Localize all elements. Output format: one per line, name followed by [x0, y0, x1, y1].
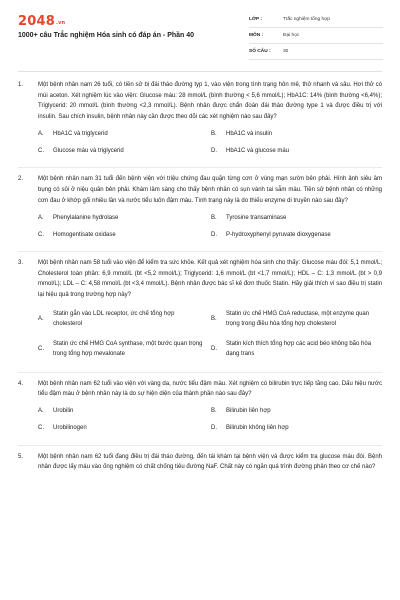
option-letter: B.	[211, 315, 217, 322]
answer-options	[38, 305, 382, 365]
answer-options	[38, 126, 382, 160]
answer-option-a[interactable]	[38, 305, 209, 335]
option-letter: A.	[38, 131, 44, 138]
answer-option-d[interactable]	[211, 421, 382, 438]
option-text: Homogentisate oxidase	[53, 231, 116, 238]
answer-option-b[interactable]	[211, 210, 382, 227]
question-item	[18, 379, 382, 438]
option-letter: D.	[211, 425, 217, 432]
option-letter: D.	[211, 345, 217, 352]
logo-suffix: .vn	[55, 20, 66, 26]
question-number: 2.	[18, 176, 24, 183]
option-text: Bilirubin liên hợp	[226, 408, 271, 415]
answer-options	[38, 404, 382, 438]
answer-option-a[interactable]	[38, 404, 209, 421]
option-text: Tyrosine transaminase	[226, 214, 287, 221]
option-letter: C.	[38, 148, 44, 155]
question-text: Một bệnh nhân nam 58 tuổi vào viện để kiểm tra sức khỏe. Kết quả xét nghiệm hóa sinh cho thấy: Glucose máu đói: 5,1 mmol/L; Cholesterol toàn phần: 6,9 mmol/L (bt <5,2 mmol/L); Triglycerid: 1,6 mmol/L (bt <1,7 mmol/L); HDL – C: 1,3 mmol/L (bt > 0,9 mmol/L); LDL – C: 4,58 mmol/L (bt <3,4 mmol/L). Bệnh nhân được bác sĩ kê đơn thuốc Statin. Hãy giải thích vì sao điều trị statin lại hiệu quả trong trường hợp này?	[38, 260, 382, 298]
question-text: Một bệnh nhân nam 26 tuổi, có tiền sử bị đái tháo đường typ 1, vào viện trong tình trạng hôn mê, thở nhanh và sâu. Hơi thở có mùi aceton. Xét nghiệm lúc vào viện: Glucose máu: 28 mmol/L (bình thường < 5,6 mmol/L); HbA1C: 14% (bình thường <6,4%); Triglycerid: 20 mmol/L (bình thường <2,3 mmol/L). Bệnh nhân được chẩn đoán đái tháo đường type 1 và được điều trị với insulin. Sau chích insulin, bệnh nhân này cần được theo dõi các xét nghiệm nào sau đây?	[38, 82, 382, 120]
option-letter: C.	[38, 345, 44, 352]
answer-option-b[interactable]	[211, 126, 382, 143]
meta-row-count	[249, 44, 383, 60]
option-text: Statin gắn vào LDL receptor, ức chế tổng hợp cholesterol	[53, 311, 175, 327]
answer-option-b[interactable]	[211, 404, 382, 421]
option-letter: D.	[211, 231, 217, 238]
answer-option-c[interactable]	[38, 335, 209, 365]
option-text: HbA1C và glucose máu	[226, 148, 290, 155]
question-text: Một bệnh nhân nam 62 tuổi đang điều trị đái tháo đường, đến tái khám tại bệnh viện và được kiểm tra glucose máu đói. Bệnh nhân được lấy máu vào ống nghiệm có chất chống tiêu đường NaF. Chất này có ngăn quá trình đường phân theo cơ chế nào?	[38, 453, 382, 471]
question-number: 3.	[18, 260, 24, 267]
header-divider	[18, 71, 382, 72]
meta-key: MÔN :	[249, 33, 264, 38]
option-text: HbA1C và triglycerid	[53, 131, 108, 138]
site-logo[interactable]	[18, 14, 65, 29]
question-divider	[18, 251, 382, 252]
meta-row-subject	[249, 28, 383, 44]
answer-option-d[interactable]	[211, 143, 382, 160]
option-letter: D.	[211, 148, 217, 155]
answer-option-a[interactable]	[38, 126, 209, 143]
question-item	[18, 258, 382, 364]
answer-option-d[interactable]	[211, 335, 382, 365]
option-letter: A.	[38, 315, 44, 322]
question-number: 4.	[18, 380, 24, 387]
answer-option-c[interactable]	[38, 143, 209, 160]
question-text: Một bệnh nhân nam 62 tuổi vào viện với vàng da, nước tiểu đậm màu. Xét nghiệm có bilirubin trực tiếp tăng cao. Dấu hiệu nước tiểu đậm màu ở bệnh nhân này là do sự hiện diện của thành phần nào sau đây?	[38, 380, 382, 398]
question-item	[18, 80, 382, 160]
option-text: HbA1C và insulin	[226, 131, 273, 138]
meta-row-class	[249, 12, 383, 28]
question-divider	[18, 445, 382, 446]
meta-key: SỐ CÂU :	[249, 49, 271, 54]
answer-option-c[interactable]	[38, 227, 209, 244]
option-text: Statin kích thích tổng hợp các acid béo không bão hòa dạng trans	[226, 341, 372, 357]
answer-option-c[interactable]	[38, 421, 209, 438]
option-text: P-hydroxyphenyl pyruvate dioxygenase	[226, 231, 331, 238]
option-text: Statin ức chế HMG CoA synthase, một bước quan trọng trong tổng hợp mevalonate	[53, 341, 203, 357]
option-letter: A.	[38, 214, 44, 221]
question-text: Một bệnh nhân nam 31 tuổi đến bệnh viện với triệu chứng đau quặn từng cơn ở vùng mạn sườn bên phải. Hình ảnh siêu âm bụng có sỏi ở niệu quản bên phải. Khám lâm sàng cho thấy bệnh nhân có sụn vành tai sẫm màu. Tiền sử bệnh nhân có những cơn đau ở khớp gối nhiều lần và nước tiểu luôn đậm màu. Tình trạng này là do thiếu enzyme di truyền nào sau đây?	[38, 176, 382, 204]
option-letter: C.	[38, 231, 44, 238]
option-text: Bilirubin không liên hợp	[226, 425, 289, 432]
option-text: Phenylalanine hydrolase	[53, 214, 119, 221]
option-text: Statin ức chế HMG CoA reductase, một enzyme quan trọng trong điều hòa tổng hợp cholesterol	[226, 311, 370, 327]
page-header	[0, 0, 400, 72]
question-number: 5.	[18, 453, 24, 460]
meta-key: LỚP :	[249, 17, 263, 22]
option-letter: A.	[38, 408, 44, 415]
meta-value: 30	[283, 49, 289, 54]
option-text: Urobilin	[53, 408, 74, 415]
meta-value: Đại học	[283, 33, 300, 38]
logo-text: 2048	[18, 14, 55, 29]
document-title: 1000+ câu Trắc nghiệm Hóa sinh có đáp án - Phần 40	[18, 32, 195, 39]
option-letter: B.	[211, 131, 217, 138]
option-letter: B.	[211, 408, 217, 415]
question-item	[18, 174, 382, 244]
option-letter: C.	[38, 425, 44, 432]
option-text: Glucose máu và triglycerid	[53, 148, 124, 155]
meta-table	[249, 12, 383, 60]
question-divider	[18, 372, 382, 373]
meta-value: Trắc nghiệm tổng hợp	[283, 17, 330, 22]
answer-option-d[interactable]	[211, 227, 382, 244]
answer-option-b[interactable]	[211, 305, 382, 335]
option-text: Urobilinogen	[53, 425, 87, 432]
question-divider	[18, 167, 382, 168]
answer-option-a[interactable]	[38, 210, 209, 227]
option-letter: B.	[211, 214, 217, 221]
question-item	[18, 452, 382, 473]
question-list	[18, 80, 382, 480]
answer-options	[38, 210, 382, 244]
question-number: 1.	[18, 82, 24, 88]
